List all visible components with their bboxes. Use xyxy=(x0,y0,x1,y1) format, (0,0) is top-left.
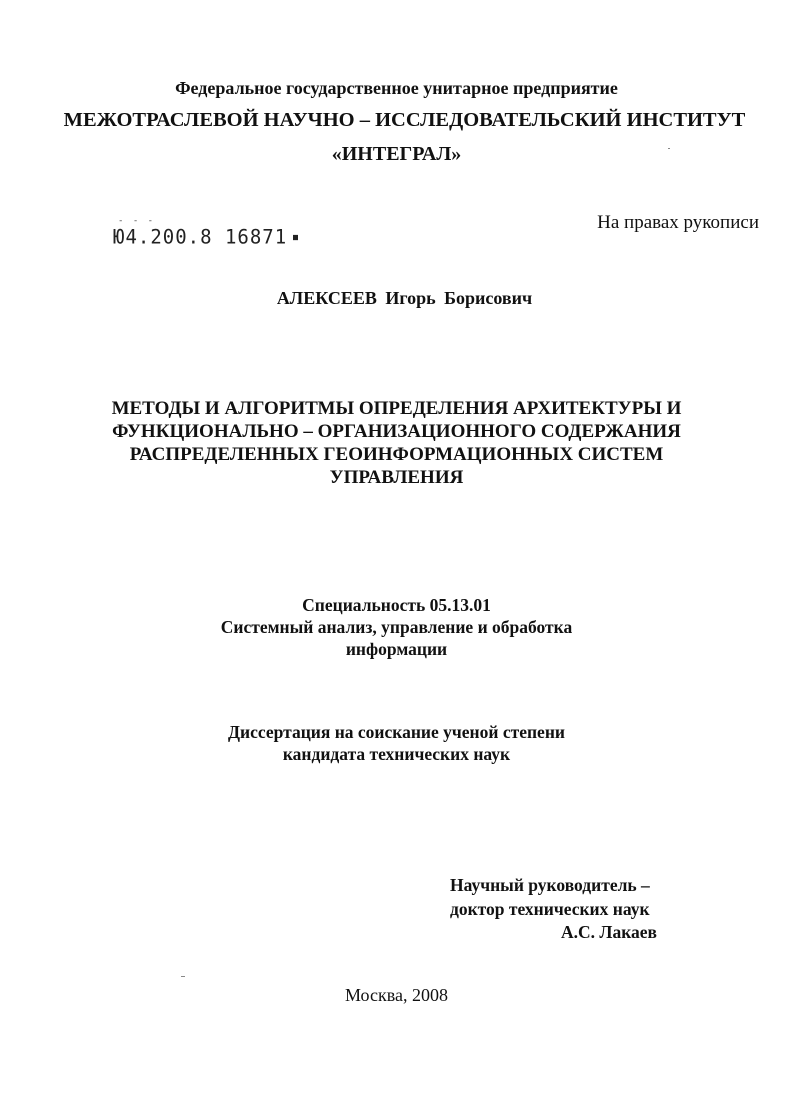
dissertation-title xyxy=(0,397,793,489)
supervisor-name: А.С. Лакаев xyxy=(561,922,657,942)
supervisor-block xyxy=(450,873,650,921)
title-line: УПРАВЛЕНИЯ xyxy=(329,467,464,488)
title-line: МЕТОДЫ И АЛГОРИТМЫ ОПРЕДЕЛЕНИЯ АРХИТЕКТУРЫ И xyxy=(111,398,682,419)
degree-line: кандидата технических наук xyxy=(282,744,511,764)
degree-block xyxy=(0,721,793,765)
scan-speck xyxy=(668,148,670,149)
specialty-block xyxy=(0,594,793,660)
library-stamp-marks: - - - xyxy=(118,216,156,226)
title-line: ФУНКЦИОНАЛЬНО – ОРГАНИЗАЦИОННОГО СОДЕРЖАНИЯ xyxy=(112,421,681,442)
institute-line: МЕЖОТРАСЛЕВОЙ НАУЧНО – ИССЛЕДОВАТЕЛЬСКИЙ ИНСТИТУТ xyxy=(63,109,746,131)
supervisor-degree: доктор технических наук xyxy=(450,899,650,919)
organization-line: Федеральное государственное унитарное предприятие xyxy=(175,78,618,98)
title-line: РАСПРЕДЕЛЕННЫХ ГЕОИНФОРМАЦИОННЫХ СИСТЕМ xyxy=(129,444,664,465)
city-year: Москва, 2008 xyxy=(345,985,448,1005)
specialty-line: Системный анализ, управление и обработка xyxy=(220,617,573,637)
specialty-line: информации xyxy=(345,639,448,659)
institute-name: «ИНТЕГРАЛ» xyxy=(331,143,462,165)
degree-line: Диссертация на соискание ученой степени xyxy=(228,722,565,742)
library-code-text: Ю4.200.8 16871 xyxy=(113,225,288,249)
specialty-line: Специальность 05.13.01 xyxy=(302,595,491,615)
scan-speck xyxy=(181,976,185,977)
manuscript-note: На правах рукописи xyxy=(597,212,759,233)
library-code xyxy=(113,225,298,248)
supervisor-role: Научный руководитель – xyxy=(450,875,650,895)
author-name: АЛЕКСЕЕВ Игорь Борисович xyxy=(276,288,533,308)
stamp-dot xyxy=(293,235,298,240)
